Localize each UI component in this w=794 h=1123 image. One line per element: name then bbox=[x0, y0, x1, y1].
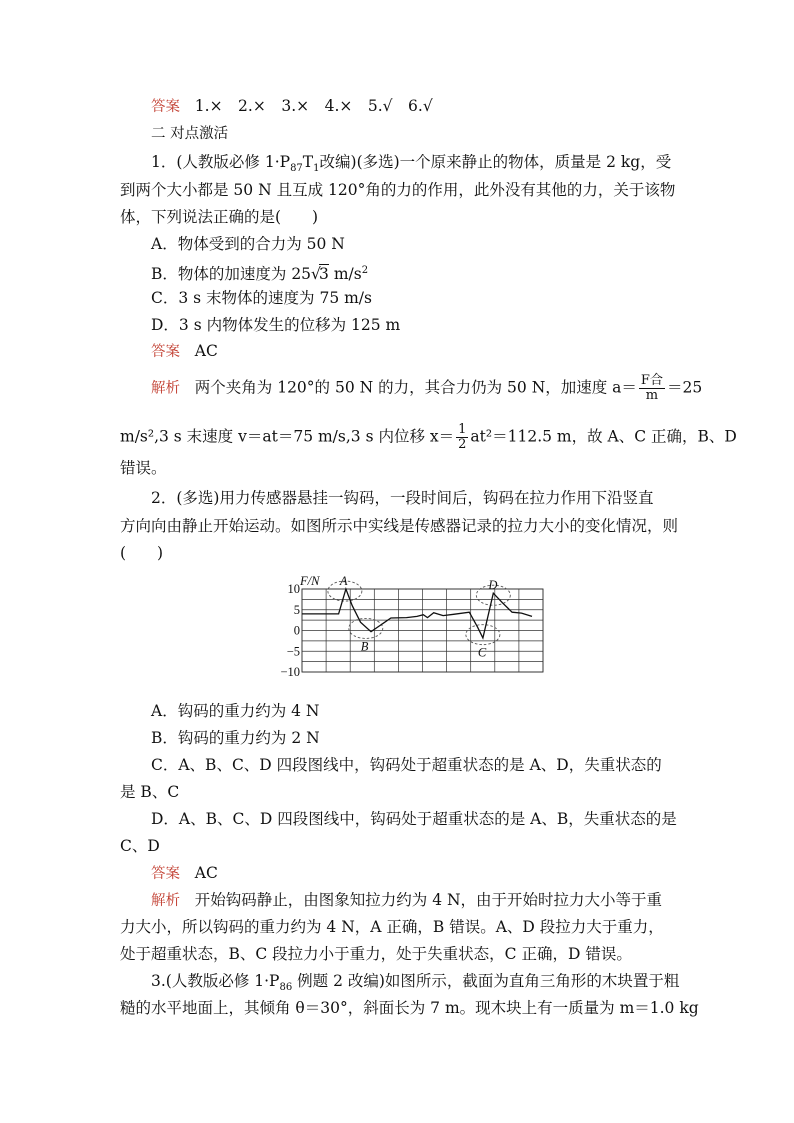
q2-stem-line1: 2．(多选)用力传感器悬挂一钩码，一段时间后，钩码在拉力作用下沿竖直 bbox=[151, 489, 654, 507]
q3-stem-line2: 糙的水平地面上，其倾角 θ＝30°，斜面长为 7 m。现木块上有一质量为 m＝1.0 kg bbox=[120, 999, 699, 1017]
chart-y-ticks bbox=[280, 582, 300, 679]
q2-answer: 答案 AC bbox=[151, 864, 218, 882]
q2-option-a: A．钩码的重力约为 4 N bbox=[151, 702, 320, 720]
chart-y-tick-label: −10 bbox=[280, 665, 300, 679]
chart-annotation-label: D bbox=[488, 578, 498, 593]
q1-analysis-line3: 错误。 bbox=[120, 459, 167, 477]
q2-option-d-line2: C、D bbox=[120, 837, 160, 855]
q3-stem-line1: 3.(人教版必修 $1\cdot P_{86}$ 例题 2 改编)如图所示，截面为直角三角形的木块置于粗 bbox=[151, 972, 680, 994]
chart-annotations bbox=[328, 574, 510, 660]
section-title: 二 对点激活 bbox=[151, 126, 229, 142]
q1-stem-line2: 到两个大小都是 50 N 且互成 120°角的力的作用，此外没有其他的力，关于该物 bbox=[120, 181, 676, 199]
chart-annotation-label: A bbox=[339, 574, 348, 589]
q1-stem-line3: 体，下列说法正确的是( ) bbox=[120, 208, 319, 226]
answers-values: 1.× 2.× 3.× 4.× 5.√ 6.√ bbox=[194, 97, 433, 115]
q1-option-a: A．物体受到的合力为 50 N bbox=[151, 235, 345, 253]
chart-y-tick-label: 10 bbox=[287, 582, 300, 596]
answer-label: 答案 bbox=[151, 99, 180, 115]
q1-option-b: B．物体的加速度为 25 √ 3 $m/s^2$ bbox=[151, 265, 369, 284]
q1-answer: 答案 AC bbox=[151, 342, 218, 360]
q2-option-c-line2: 是 B、C bbox=[120, 783, 180, 801]
chart-y-tick-label: 5 bbox=[293, 602, 300, 617]
force-time-chart bbox=[270, 573, 560, 688]
chart-grid bbox=[302, 589, 543, 672]
chart-ylabel: F/N bbox=[300, 574, 320, 588]
q2-option-c-line1: C．A、B、C、D 四段图线中，钩码处于超重状态的是 A、D，失重状态的 bbox=[151, 756, 662, 774]
chart-annotation-ellipse bbox=[349, 618, 383, 638]
q2-option-b: B．钩码的重力约为 2 N bbox=[151, 729, 320, 747]
chart-annotation-label: B bbox=[360, 639, 369, 654]
chart-y-tick-label: 0 bbox=[293, 623, 300, 638]
q2-option-d-line1: D．A、B、C、D 四段图线中，钩码处于超重状态的是 A、B，失重状态的是 bbox=[151, 810, 677, 828]
q2-analysis-line2: 力大小，所以钩码的重力约为 4 N，A 正确，B 错误。A、D 段拉力大于重力， bbox=[120, 918, 664, 936]
answers-row bbox=[151, 96, 433, 117]
q2-stem-line2: 方向向由静止开始运动。如图所示中实线是传感器记录的拉力大小的变化情况，则 bbox=[120, 517, 679, 535]
q1-analysis-line2: m/s²,3 s 末速度 v＝at＝75 m/s,3 s 内位移 x＝ $\frac{1}{2}$ at²＝112.5 m，故 A、C 正确，B、D bbox=[120, 422, 737, 452]
q2-analysis-line1: 解析 开始钩码静止，由图象知拉力约为 4 N，由于开始时拉力大小等于重 bbox=[151, 891, 663, 909]
chart-annotation-label: C bbox=[477, 645, 487, 660]
q2-analysis-line3: 处于超重状态，B、C 段拉力小于重力，处于失重状态，C 正确，D 错误。 bbox=[120, 945, 632, 963]
q1-stem-line1: 1．(人教版必修 $1\cdot P_{87}T_1$改编)(多选)一个原来静止的物体，质量是 2 kg，受 bbox=[151, 153, 672, 175]
q1-option-c: C．3 s 末物体的速度为 75 m/s bbox=[151, 289, 372, 307]
q1-option-d: D．3 s 内物体发生的位移为 125 m bbox=[151, 316, 401, 334]
chart-y-tick-label: −5 bbox=[286, 644, 300, 659]
q2-stem-line3: ( ) bbox=[120, 544, 164, 562]
q1-analysis-line1: 解析 两个夹角为 120°的 50 N 的力，其合力仍为 50 N，加速度 a＝ $\frac{\text{F合}}{m}$ ＝25 bbox=[151, 373, 703, 403]
